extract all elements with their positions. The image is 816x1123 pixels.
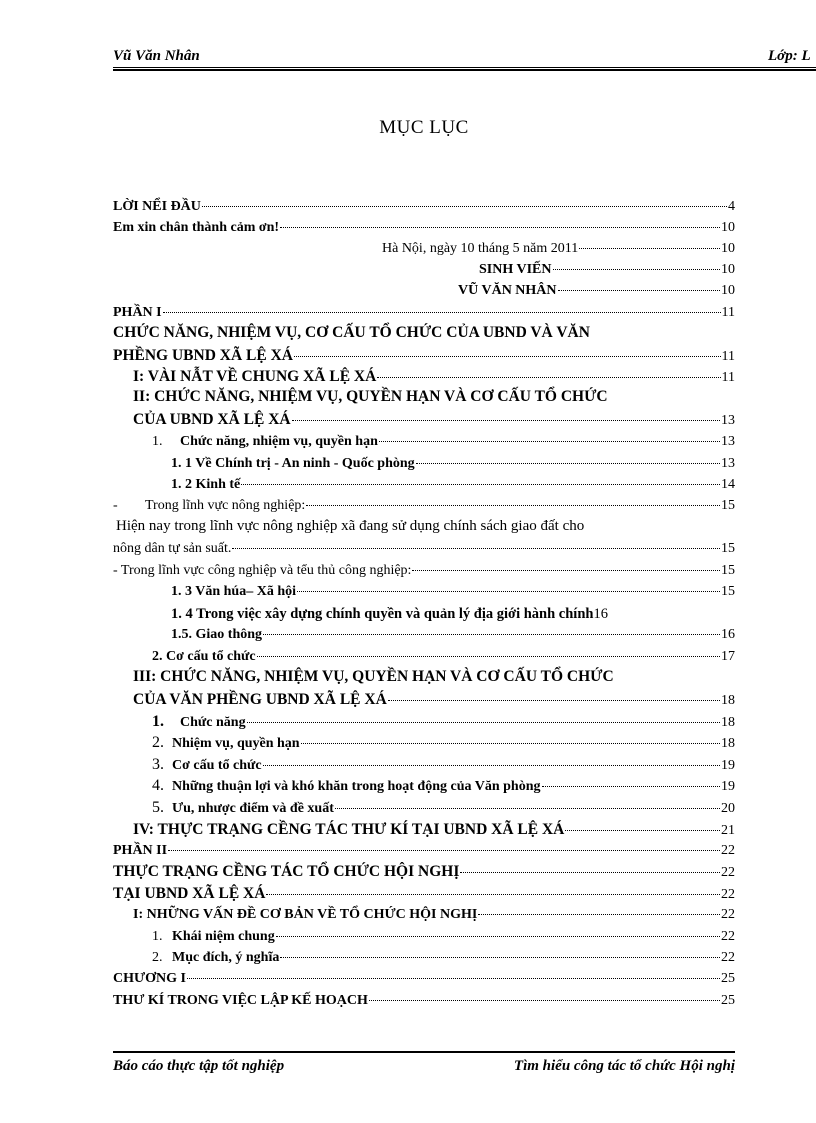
toc-page: 10: [721, 262, 735, 277]
toc-page: 10: [721, 283, 735, 298]
toc-page: 14: [721, 477, 735, 492]
page-title: MỤC LỤC: [379, 117, 469, 138]
toc-page: 18: [721, 736, 735, 751]
toc-page: 22: [721, 929, 735, 944]
toc-page: 20: [721, 801, 735, 816]
header-rule: [113, 67, 816, 71]
toc-page: 4: [728, 199, 735, 214]
toc-entry[interactable]: 4. Những thuận lợi và khó khăn trong hoạt động của Văn phòng 19: [152, 777, 735, 794]
toc-entry[interactable]: THƯ KÍ TRONG VIỆC LẬP KẾ HOẠCH 25: [113, 993, 735, 1008]
toc-page: 22: [721, 865, 735, 880]
toc-entry[interactable]: Hiện nay trong lĩnh vực nông nghiệp xã đang sử dụng chính sách giao đất cho: [116, 518, 585, 534]
footer-left: Báo cáo thực tập tốt nghiệp: [113, 1058, 285, 1074]
toc-entry[interactable]: CỦA UBND XÃ LỆ XÁ 13: [133, 411, 735, 428]
toc-entry[interactable]: I: VÀI NẪT VỀ CHUNG XÃ LỆ XÁ 11: [133, 368, 735, 385]
toc-page: 11: [721, 349, 735, 364]
toc-entry[interactable]: 1. Khái niệm chung 22: [152, 929, 735, 944]
toc-entry[interactable]: I: NHỮNG VẤN ĐỀ CƠ BẢN VỀ TỔ CHỨC HỘI NGHỊ 22: [133, 907, 735, 922]
toc-entry[interactable]: PHẦN I 11: [113, 305, 735, 320]
toc-page: 10: [721, 241, 735, 256]
toc-entry[interactable]: THỰC TRẠNG CỀNG TÁC TỔ CHỨC HỘI NGHỊ 22: [113, 863, 735, 880]
toc-page: 15: [721, 563, 735, 578]
toc-page: 10: [721, 220, 735, 235]
footer-right: Tìm hiểu công tác tổ chức Hội nghị: [513, 1058, 735, 1074]
toc-entry[interactable]: 5. Ưu, nhược điểm và đề xuất 20: [152, 799, 735, 816]
toc-entry[interactable]: 3. Cơ cấu tổ chức 19: [152, 756, 735, 773]
toc-entry[interactable]: nông dân tự sản suất. 15: [113, 541, 735, 556]
toc-page: 15: [721, 541, 735, 556]
toc-entry[interactable]: SINH VIẾN 10: [479, 262, 735, 277]
toc-page: 16: [593, 606, 608, 622]
toc-entry[interactable]: 2. Mục đích, ý nghĩa 22: [152, 950, 735, 965]
toc-entry[interactable]: VŨ VĂN NHÂN 10: [458, 283, 735, 298]
toc-entry[interactable]: III: CHỨC NĂNG, NHIỆM VỤ, QUYỀN HẠN VÀ CƠ CẤU TỔ CHỨC: [133, 668, 614, 685]
toc-page: 11: [721, 370, 735, 385]
toc-page: 25: [721, 971, 735, 986]
toc-entry[interactable]: Hà Nội, ngày 10 tháng 5 năm 2011 10: [382, 241, 735, 256]
toc-entry[interactable]: TẠI UBND XÃ LỆ XÁ 22: [113, 885, 735, 902]
toc-entry[interactable]: 1.5. Giao thông 16: [171, 627, 735, 642]
header-class: Lớp: L: [768, 48, 811, 64]
toc-page: 13: [721, 413, 735, 428]
toc-entry[interactable]: IV: THỰC TRẠNG CỀNG TÁC THƯ KÍ TẠI UBND XÃ LỆ XÁ 21: [133, 821, 735, 838]
toc-entry[interactable]: 1. 2 Kinh tế 14: [171, 477, 735, 492]
toc-page: 11: [721, 305, 735, 320]
toc-page: 19: [721, 779, 735, 794]
toc-page: 19: [721, 758, 735, 773]
toc-page: 22: [721, 843, 735, 858]
header-author: Vũ Văn Nhân: [113, 48, 200, 64]
toc-entry[interactable]: PHẦN II 22: [113, 843, 735, 858]
toc-page: 22: [721, 887, 735, 902]
toc-page: 18: [721, 715, 735, 730]
toc-entry[interactable]: 1. 1 Về Chính trị - An ninh - Quốc phòng 13: [171, 456, 735, 471]
toc-page: 15: [721, 584, 735, 599]
toc-page: 18: [721, 693, 735, 708]
toc-entry[interactable]: LỜI NỂI ĐẦU 4: [113, 199, 735, 214]
toc-page: 17: [721, 649, 735, 664]
toc-page: 15: [721, 498, 735, 513]
toc-page: 21: [721, 823, 735, 838]
toc-entry[interactable]: PHỀNG UBND XÃ LỆ XÁ 11: [113, 347, 735, 364]
toc-entry[interactable]: - Trong lĩnh vực nông nghiệp: 15: [113, 498, 735, 513]
toc-entry[interactable]: 1. Chức năng, nhiệm vụ, quyền hạn 13: [152, 434, 735, 449]
toc-page: 13: [721, 456, 735, 471]
page-header: [113, 48, 816, 68]
toc-entry[interactable]: 2. Nhiệm vụ, quyền hạn 18: [152, 734, 735, 751]
toc-entry[interactable]: CHƯƠNG I 25: [113, 971, 735, 986]
toc-entry[interactable]: - Trong lĩnh vực công nghiệp và tểu thủ công nghiệp: 15: [113, 563, 735, 578]
toc-entry[interactable]: 1. Chức năng 18: [152, 713, 735, 730]
toc-entry[interactable]: Em xin chân thành cảm ơn! 10: [113, 220, 735, 235]
toc-entry[interactable]: CHỨC NĂNG, NHIỆM VỤ, CƠ CẤU TỔ CHỨC CỦA UBND VÀ VĂN: [113, 324, 590, 341]
toc-entry[interactable]: 1. 4 Trong việc xây dựng chính quyền và quản lý địa giới hành chính16: [171, 606, 608, 622]
footer-rule: [113, 1051, 735, 1053]
toc-entry[interactable]: 1. 3 Văn húa– Xã hội 15: [171, 584, 735, 599]
toc-entry[interactable]: CỦA VĂN PHỀNG UBND XÃ LỆ XÁ 18: [133, 691, 735, 708]
toc-page: 22: [721, 950, 735, 965]
toc-entry[interactable]: II: CHỨC NĂNG, NHIỆM VỤ, QUYỀN HẠN VÀ CƠ CẤU TỔ CHỨC: [133, 388, 608, 405]
toc-page: 16: [721, 627, 735, 642]
toc-page: 22: [721, 907, 735, 922]
toc-entry[interactable]: 2. Cơ cấu tổ chức 17: [152, 649, 735, 664]
toc-page: 25: [721, 993, 735, 1008]
toc-page: 13: [721, 434, 735, 449]
